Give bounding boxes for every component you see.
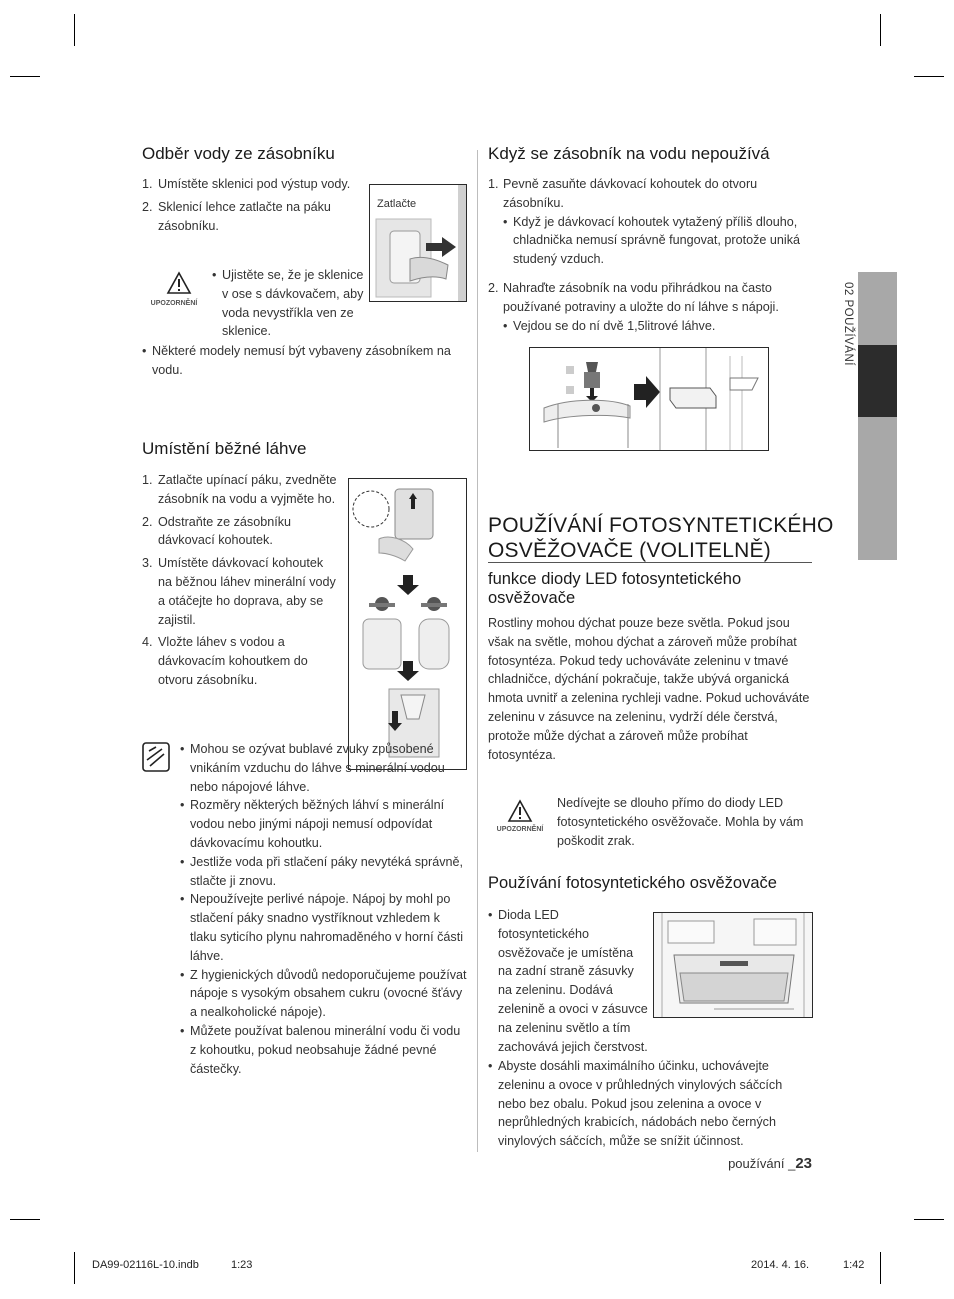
list-item: • Rozměry některých běžných láhví s minerální vodou nebo jinými nápoji nemusí odpovídat dávkovacímu kohoutku.: [180, 796, 468, 852]
bullet-list: [488, 1057, 808, 1151]
warning-label: UPOZORNĚNÍ: [496, 826, 544, 833]
section-title: Když se zásobník na vodu nepoužívá: [488, 144, 770, 163]
bullet-list: [488, 317, 808, 336]
print-page: 1:23: [231, 1259, 253, 1271]
print-file: DA99-02116L-10.indb: [92, 1259, 199, 1271]
crop-mark: [10, 76, 40, 77]
list-item: • Když je dávkovací kohoutek vytažený příliš dlouho, chladnička nemusí správně fungovat, protože uniká studený vzduch.: [503, 213, 808, 269]
title-rule: [488, 562, 812, 563]
figure-bottle-steps: [348, 478, 467, 770]
warning-triangle-icon: [166, 271, 192, 295]
list-item: • Mohou se ozývat bublavé zvuky způsobené vnikáním vzduchu do láhve s minerální vodou nebo nápojové láhve.: [180, 740, 468, 796]
print-date: 2014. 4. 16.: [751, 1259, 810, 1271]
list-item: 2. Odstraňte ze zásobníku dávkovací kohoutek.: [142, 514, 292, 548]
subsection-title: funkce diody LED fotosyntetického osvěžovače: [488, 570, 742, 607]
side-tab-label: 02 POUŽÍVÁNÍ: [842, 282, 854, 366]
print-time: 1:42: [843, 1259, 865, 1271]
body-paragraph: Rostliny mohou dýchat pouze beze světla. Pokud jsou však na světle, mohou dýchat a zároveň může probíhat fotosyntéza. Pokud tedy uchováváte zeleninu v tmavé chladničce, dýchání pokračuje, takže ubývá organická hmota uvnitř a zelenina rychleji vadne. Pokud uchováváte zeleninu v zásuvce na zeleninu, vydrží déle čerstvá, protože může dýchat a zároveň může probíhat fotosyntéza.: [488, 616, 810, 762]
side-tab-active: [858, 345, 897, 417]
bullet-text: • Dioda LED fotosyntetického osvěžovače je umístěna na zadní straně zásuvky na zeleninu. Dodává zelenině a ovoci v zásuvce na zeleninu světlo a tím zachovává jejich čerstvost.: [498, 908, 648, 1054]
notes-list: [180, 740, 468, 1078]
steps-list: [142, 175, 362, 239]
main-title-line2: OSVĚŽOVAČE (VOLITELNĚ): [488, 539, 771, 562]
section-title: Odběr vody ze zásobníku: [142, 144, 335, 163]
warning-label: UPOZORNĚNÍ: [150, 300, 198, 307]
figure-shelf: [529, 347, 769, 451]
shelf-illustration: [530, 348, 768, 450]
list-item: 4. Vložte láhev s vodou a dávkovacím kohoutkem do otvoru zásobníku.: [142, 635, 308, 687]
crop-mark: [74, 1252, 75, 1284]
main-title-line1: POUŽÍVÁNÍ FOTOSYNTETICKÉHO: [488, 514, 834, 537]
steps-block: [488, 175, 808, 335]
list-item: • Abyste dosáhli maximálního účinku, uchovávejte zeleninu a ovoce v průhledných vinylových sáčcích nebo bez obalu. Pokud jsou zelenina a ovoce v neprůhledných krabicích, nádobách nebo černých vinylových sáčcích, může se snížit účinnost.: [488, 1057, 808, 1151]
list-item: 1. Umístěte sklenici pod výstup vody.: [142, 177, 351, 191]
subsection-title: Používání fotosyntetického osvěžovače: [488, 874, 777, 892]
bottle-illustration: [349, 479, 466, 769]
bullet-list: [488, 906, 814, 1056]
list-item: • Jestliže voda při stlačení páky nevytéká správně, stlačte ji znovu.: [180, 853, 468, 891]
list-item: 2. Sklenicí lehce zatlačte na páku zásobníku.: [142, 199, 331, 233]
warning-text: [212, 266, 372, 341]
list-item: 1. Zatlačte upínací páku, zvedněte zásobník na vodu a vyjměte ho.: [142, 473, 337, 506]
list-item: • Vejdou se do ní dvě 1,5litrové láhve.: [503, 317, 808, 336]
list-item: • Z hygienických důvodů nedoporučujeme používat nápoje s vysokým obsahem cukru (ovocné šťávy a nealkoholické nápoje).: [180, 966, 468, 1022]
list-item: • Nepoužívejte perlivé nápoje. Nápoj by mohl po stlačení páky snadno vystříknout vzhledem k tlaku syticího plynu nahromaděného v horní části láhve.: [180, 890, 468, 965]
list-item: • Můžete používat balenou minerální vodu či vodu z kohoutku, pokud neobsahuje žádné pevné částečky.: [180, 1022, 468, 1078]
warning-triangle-icon: [507, 799, 533, 823]
note-icon: [142, 742, 170, 772]
crop-mark: [10, 1219, 40, 1220]
figure-label: Zatlačte: [377, 198, 417, 210]
list-item: 1. Pevně zasuňte dávkovací kohoutek do otvoru zásobníku.: [488, 177, 758, 210]
dispenser-illustration: [370, 185, 466, 301]
bullet-list: [488, 213, 808, 269]
column-divider: [477, 150, 478, 1152]
list-item: • Ujistěte se, že je sklenice v ose s dávkovačem, aby voda nevystříkla ven ze sklenice.: [212, 266, 372, 341]
list-item: 3. Umístěte dávkovací kohoutek na běžnou láhev minerální vody a otáčejte ho doprava, aby se zajistil.: [142, 556, 336, 627]
list-item: [488, 906, 814, 1056]
crop-mark: [880, 14, 881, 46]
list-item: • Některé modely nemusí být vybaveny zásobníkem na vodu.: [142, 342, 462, 380]
page-footer: používání _23: [728, 1155, 812, 1172]
steps-list: [142, 471, 340, 694]
crop-mark: [914, 1219, 944, 1220]
page-number: 23: [795, 1155, 812, 1172]
note-list: [142, 342, 462, 380]
section-title: Umístění běžné láhve: [142, 439, 307, 458]
figure-dispenser: [369, 184, 467, 302]
crop-mark: [914, 76, 944, 77]
crop-mark: [880, 1252, 881, 1284]
list-item: 2. Nahraďte zásobník na vodu přihrádkou na často používané potraviny a uložte do ní láhve s nápoji.: [488, 280, 779, 314]
crop-mark: [74, 14, 75, 46]
warning-text: Nedívejte se dlouho přímo do diody LED fotosyntetického osvěžovače. Mohla by vám poškodit zrak.: [557, 796, 804, 848]
